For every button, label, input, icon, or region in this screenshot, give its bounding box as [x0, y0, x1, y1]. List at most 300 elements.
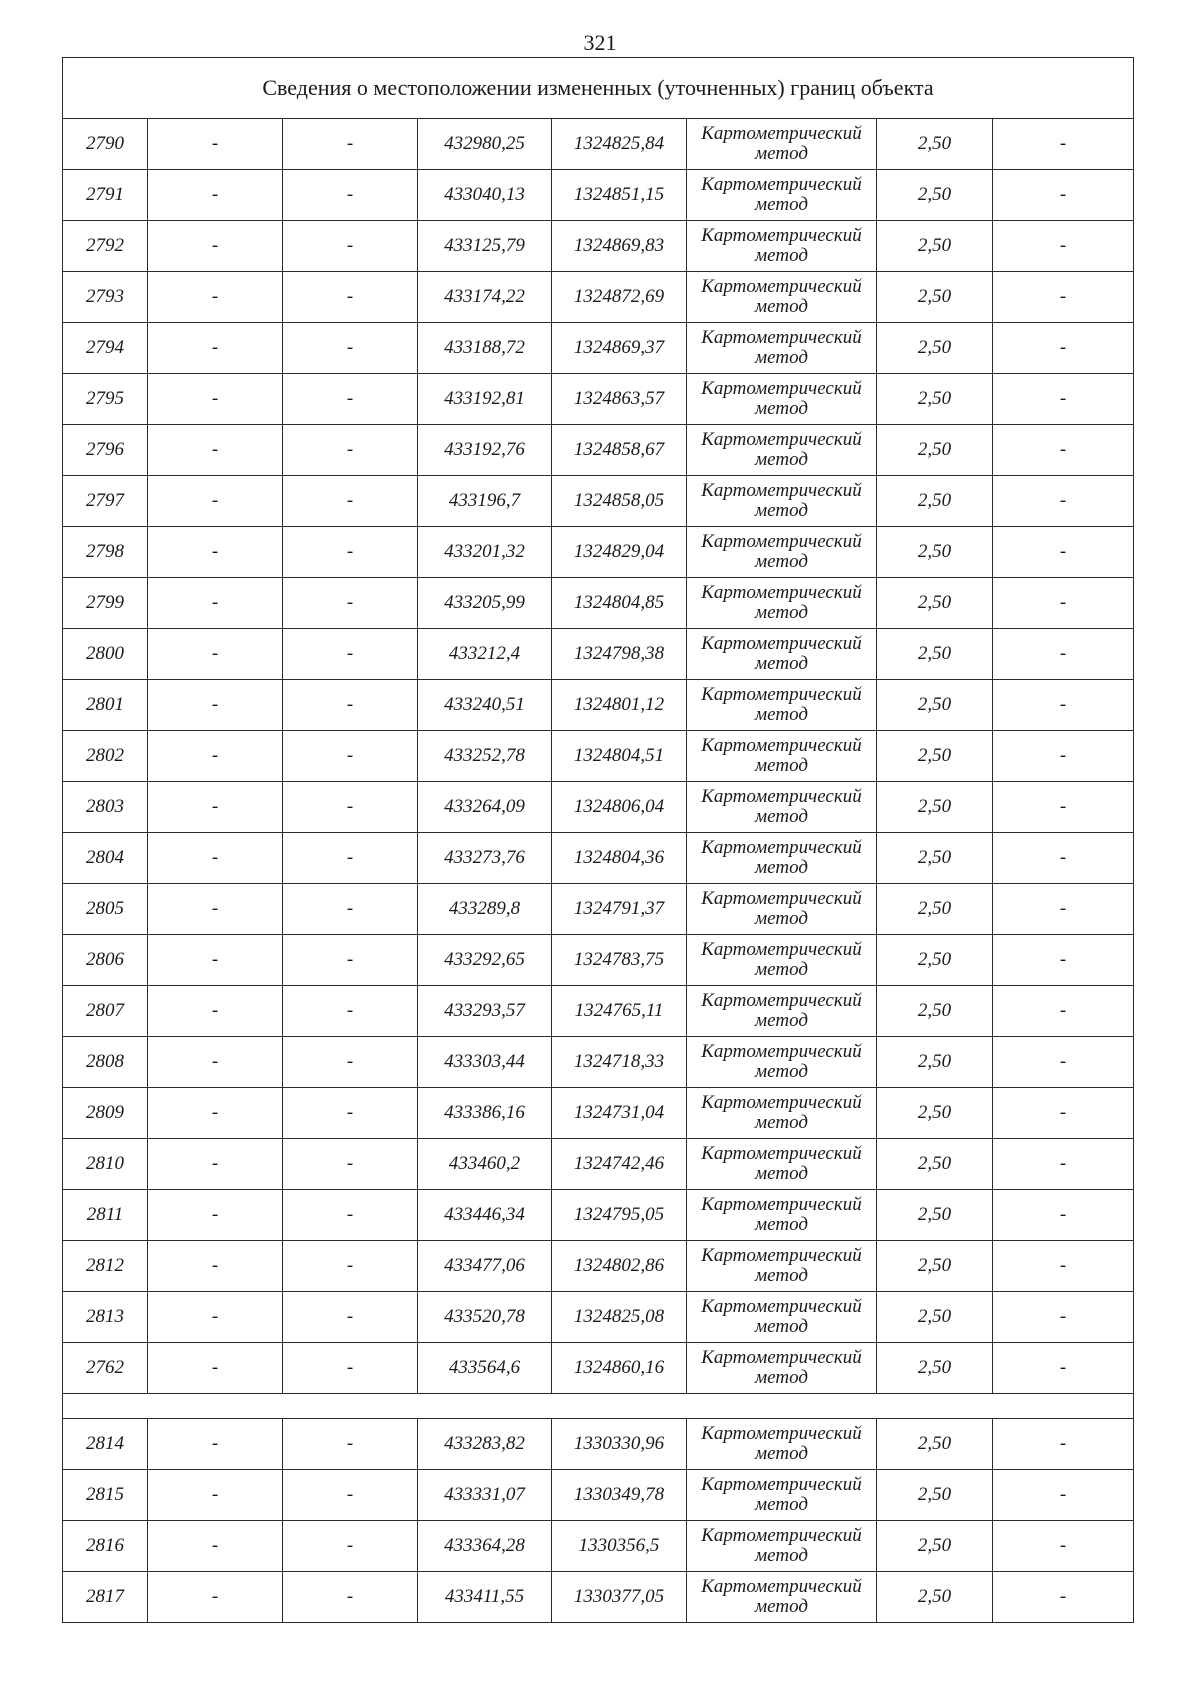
- old-y-cell: -: [283, 1037, 418, 1088]
- old-x-cell: -: [148, 1139, 283, 1190]
- note-cell: -: [993, 1088, 1134, 1139]
- note-cell: -: [993, 833, 1134, 884]
- point-number-cell: 2797: [63, 476, 148, 527]
- method-line-2: метод: [755, 959, 808, 980]
- note-cell: -: [993, 1521, 1134, 1572]
- method-cell: [687, 119, 877, 170]
- point-number-cell: 2798: [63, 527, 148, 578]
- y-coordinate-cell: 1324806,04: [552, 782, 687, 833]
- method-line-2: метод: [755, 143, 808, 164]
- method-cell: [687, 1139, 877, 1190]
- method-cell: [687, 986, 877, 1037]
- method-cell: [687, 272, 877, 323]
- point-number-cell: 2800: [63, 629, 148, 680]
- old-y-cell: -: [283, 1470, 418, 1521]
- y-coordinate-cell: 1324851,15: [552, 170, 687, 221]
- x-coordinate-cell: 432980,25: [418, 119, 552, 170]
- old-x-cell: -: [148, 578, 283, 629]
- accuracy-cell: 2,50: [877, 731, 993, 782]
- old-y-cell: -: [283, 119, 418, 170]
- method-cell: [687, 476, 877, 527]
- note-cell: -: [993, 680, 1134, 731]
- y-coordinate-cell: 1330356,5: [552, 1521, 687, 1572]
- method-cell: [687, 221, 877, 272]
- x-coordinate-cell: 433520,78: [418, 1292, 552, 1343]
- old-y-cell: -: [283, 782, 418, 833]
- table-row: [63, 833, 1134, 884]
- point-number-cell: 2807: [63, 986, 148, 1037]
- y-coordinate-cell: 1324872,69: [552, 272, 687, 323]
- method-line-1: Картометрический: [701, 429, 862, 450]
- method-line-2: метод: [755, 1494, 808, 1515]
- note-cell: -: [993, 935, 1134, 986]
- method-cell: [687, 527, 877, 578]
- contour-separator-row: [63, 1394, 1134, 1419]
- old-x-cell: -: [148, 833, 283, 884]
- method-line-2: метод: [755, 1112, 808, 1133]
- x-coordinate-cell: 433125,79: [418, 221, 552, 272]
- method-line-2: метод: [755, 653, 808, 674]
- note-cell: -: [993, 1572, 1134, 1623]
- y-coordinate-cell: 1324869,37: [552, 323, 687, 374]
- table-row: [63, 1190, 1134, 1241]
- x-coordinate-cell: 433212,4: [418, 629, 552, 680]
- x-coordinate-cell: 433477,06: [418, 1241, 552, 1292]
- boundary-coordinates-table: [62, 57, 1134, 1623]
- method-line-1: Картометрический: [701, 1041, 862, 1062]
- method-line-1: Картометрический: [701, 1423, 862, 1444]
- method-cell: [687, 782, 877, 833]
- method-cell: [687, 1190, 877, 1241]
- x-coordinate-cell: 433303,44: [418, 1037, 552, 1088]
- table-title: Сведения о местоположении измененных (уточненных) границ объекта: [63, 58, 1134, 119]
- accuracy-cell: 2,50: [877, 1139, 993, 1190]
- method-line-2: метод: [755, 449, 808, 470]
- method-line-2: метод: [755, 602, 808, 623]
- table-row: [63, 1292, 1134, 1343]
- old-y-cell: -: [283, 1343, 418, 1394]
- y-coordinate-cell: 1324801,12: [552, 680, 687, 731]
- point-number-cell: 2811: [63, 1190, 148, 1241]
- note-cell: -: [993, 1139, 1134, 1190]
- accuracy-cell: 2,50: [877, 986, 993, 1037]
- method-line-2: метод: [755, 857, 808, 878]
- accuracy-cell: 2,50: [877, 1037, 993, 1088]
- point-number-cell: 2795: [63, 374, 148, 425]
- method-line-2: метод: [755, 245, 808, 266]
- accuracy-cell: 2,50: [877, 782, 993, 833]
- method-line-1: Картометрический: [701, 327, 862, 348]
- note-cell: -: [993, 374, 1134, 425]
- note-cell: -: [993, 884, 1134, 935]
- method-line-1: Картометрический: [701, 939, 862, 960]
- y-coordinate-cell: 1324858,67: [552, 425, 687, 476]
- x-coordinate-cell: 433040,13: [418, 170, 552, 221]
- old-x-cell: -: [148, 1088, 283, 1139]
- x-coordinate-cell: 433174,22: [418, 272, 552, 323]
- accuracy-cell: 2,50: [877, 884, 993, 935]
- method-line-1: Картометрический: [701, 1525, 862, 1546]
- point-number-cell: 2803: [63, 782, 148, 833]
- method-line-1: Картометрический: [701, 786, 862, 807]
- old-y-cell: -: [283, 731, 418, 782]
- accuracy-cell: 2,50: [877, 1292, 993, 1343]
- old-x-cell: -: [148, 935, 283, 986]
- table-row: [63, 1241, 1134, 1292]
- old-y-cell: -: [283, 476, 418, 527]
- x-coordinate-cell: 433292,65: [418, 935, 552, 986]
- old-y-cell: -: [283, 1139, 418, 1190]
- table-row: [63, 1470, 1134, 1521]
- old-x-cell: -: [148, 731, 283, 782]
- old-x-cell: -: [148, 1241, 283, 1292]
- method-line-1: Картометрический: [701, 123, 862, 144]
- note-cell: -: [993, 986, 1134, 1037]
- old-y-cell: -: [283, 1419, 418, 1470]
- note-cell: -: [993, 1343, 1134, 1394]
- method-line-1: Картометрический: [701, 378, 862, 399]
- note-cell: -: [993, 476, 1134, 527]
- point-number-cell: 2814: [63, 1419, 148, 1470]
- contour-separator-cell: [63, 1394, 1134, 1419]
- y-coordinate-cell: 1330377,05: [552, 1572, 687, 1623]
- y-coordinate-cell: 1324742,46: [552, 1139, 687, 1190]
- old-y-cell: -: [283, 578, 418, 629]
- method-line-1: Картометрический: [701, 1143, 862, 1164]
- note-cell: -: [993, 221, 1134, 272]
- method-cell: [687, 731, 877, 782]
- point-number-cell: 2812: [63, 1241, 148, 1292]
- old-x-cell: -: [148, 1419, 283, 1470]
- old-x-cell: -: [148, 1190, 283, 1241]
- method-line-2: метод: [755, 500, 808, 521]
- accuracy-cell: 2,50: [877, 1241, 993, 1292]
- method-line-2: метод: [755, 551, 808, 572]
- method-line-2: метод: [755, 1265, 808, 1286]
- table-title-row: [63, 58, 1134, 119]
- note-cell: -: [993, 1470, 1134, 1521]
- table-row: [63, 170, 1134, 221]
- old-x-cell: -: [148, 119, 283, 170]
- accuracy-cell: 2,50: [877, 935, 993, 986]
- note-cell: -: [993, 170, 1134, 221]
- method-line-1: Картометрический: [701, 531, 862, 552]
- table-row: [63, 1139, 1134, 1190]
- x-coordinate-cell: 433386,16: [418, 1088, 552, 1139]
- method-cell: [687, 1037, 877, 1088]
- old-y-cell: -: [283, 1088, 418, 1139]
- method-line-2: метод: [755, 908, 808, 929]
- method-line-2: метод: [755, 704, 808, 725]
- y-coordinate-cell: 1330349,78: [552, 1470, 687, 1521]
- table-row: [63, 986, 1134, 1037]
- y-coordinate-cell: 1324829,04: [552, 527, 687, 578]
- point-number-cell: 2806: [63, 935, 148, 986]
- point-number-cell: 2817: [63, 1572, 148, 1623]
- table-row: [63, 1521, 1134, 1572]
- table-row: [63, 1419, 1134, 1470]
- y-coordinate-cell: 1324804,36: [552, 833, 687, 884]
- method-line-2: метод: [755, 806, 808, 827]
- old-y-cell: -: [283, 833, 418, 884]
- method-cell: [687, 1088, 877, 1139]
- method-line-1: Картометрический: [701, 888, 862, 909]
- table-row: [63, 425, 1134, 476]
- old-x-cell: -: [148, 680, 283, 731]
- method-line-1: Картометрический: [701, 735, 862, 756]
- table-row: [63, 1037, 1134, 1088]
- method-cell: [687, 1419, 877, 1470]
- table-row: [63, 323, 1134, 374]
- old-x-cell: -: [148, 527, 283, 578]
- method-line-1: Картометрический: [701, 1194, 862, 1215]
- x-coordinate-cell: 433289,8: [418, 884, 552, 935]
- table-row: [63, 119, 1134, 170]
- accuracy-cell: 2,50: [877, 1572, 993, 1623]
- y-coordinate-cell: 1324791,37: [552, 884, 687, 935]
- y-coordinate-cell: 1324783,75: [552, 935, 687, 986]
- method-cell: [687, 680, 877, 731]
- method-line-2: метод: [755, 398, 808, 419]
- table-row: [63, 578, 1134, 629]
- y-coordinate-cell: 1324869,83: [552, 221, 687, 272]
- method-line-1: Картометрический: [701, 990, 862, 1011]
- table-row: [63, 374, 1134, 425]
- x-coordinate-cell: 433188,72: [418, 323, 552, 374]
- old-y-cell: -: [283, 272, 418, 323]
- method-cell: [687, 1521, 877, 1572]
- x-coordinate-cell: 433205,99: [418, 578, 552, 629]
- table-row: [63, 221, 1134, 272]
- method-line-2: метод: [755, 1163, 808, 1184]
- old-y-cell: -: [283, 1241, 418, 1292]
- old-x-cell: -: [148, 1470, 283, 1521]
- method-line-2: метод: [755, 347, 808, 368]
- accuracy-cell: 2,50: [877, 119, 993, 170]
- method-cell: [687, 1572, 877, 1623]
- point-number-cell: 2762: [63, 1343, 148, 1394]
- point-number-cell: 2791: [63, 170, 148, 221]
- method-cell: [687, 884, 877, 935]
- old-x-cell: -: [148, 425, 283, 476]
- page-number: 321: [583, 30, 617, 55]
- x-coordinate-cell: 433460,2: [418, 1139, 552, 1190]
- old-x-cell: -: [148, 323, 283, 374]
- old-y-cell: -: [283, 1190, 418, 1241]
- note-cell: -: [993, 1037, 1134, 1088]
- old-y-cell: -: [283, 425, 418, 476]
- note-cell: -: [993, 629, 1134, 680]
- old-y-cell: -: [283, 527, 418, 578]
- point-number-cell: 2815: [63, 1470, 148, 1521]
- point-number-cell: 2816: [63, 1521, 148, 1572]
- note-cell: -: [993, 323, 1134, 374]
- accuracy-cell: 2,50: [877, 374, 993, 425]
- note-cell: -: [993, 425, 1134, 476]
- note-cell: -: [993, 1292, 1134, 1343]
- x-coordinate-cell: 433293,57: [418, 986, 552, 1037]
- table-row: [63, 782, 1134, 833]
- y-coordinate-cell: 1324804,51: [552, 731, 687, 782]
- point-number-cell: 2805: [63, 884, 148, 935]
- accuracy-cell: 2,50: [877, 680, 993, 731]
- method-cell: [687, 323, 877, 374]
- method-line-1: Картометрический: [701, 174, 862, 195]
- method-line-1: Картометрический: [701, 1296, 862, 1317]
- table-row: [63, 476, 1134, 527]
- point-number-cell: 2792: [63, 221, 148, 272]
- table-row: [63, 1572, 1134, 1623]
- table-row: [63, 731, 1134, 782]
- note-cell: -: [993, 272, 1134, 323]
- note-cell: -: [993, 578, 1134, 629]
- point-number-cell: 2790: [63, 119, 148, 170]
- old-x-cell: -: [148, 1572, 283, 1623]
- x-coordinate-cell: 433201,32: [418, 527, 552, 578]
- old-x-cell: -: [148, 1521, 283, 1572]
- old-y-cell: -: [283, 374, 418, 425]
- method-cell: [687, 1343, 877, 1394]
- x-coordinate-cell: 433364,28: [418, 1521, 552, 1572]
- method-line-2: метод: [755, 1061, 808, 1082]
- method-line-1: Картометрический: [701, 1245, 862, 1266]
- old-y-cell: -: [283, 884, 418, 935]
- old-y-cell: -: [283, 1572, 418, 1623]
- y-coordinate-cell: 1324858,05: [552, 476, 687, 527]
- old-y-cell: -: [283, 935, 418, 986]
- accuracy-cell: 2,50: [877, 629, 993, 680]
- point-number-cell: 2802: [63, 731, 148, 782]
- point-number-cell: 2796: [63, 425, 148, 476]
- accuracy-cell: 2,50: [877, 1190, 993, 1241]
- point-number-cell: 2810: [63, 1139, 148, 1190]
- accuracy-cell: 2,50: [877, 833, 993, 884]
- method-line-1: Картометрический: [701, 633, 862, 654]
- note-cell: -: [993, 782, 1134, 833]
- method-cell: [687, 374, 877, 425]
- accuracy-cell: 2,50: [877, 425, 993, 476]
- method-cell: [687, 578, 877, 629]
- point-number-cell: 2804: [63, 833, 148, 884]
- table-row: [63, 1343, 1134, 1394]
- point-number-cell: 2794: [63, 323, 148, 374]
- accuracy-cell: 2,50: [877, 1419, 993, 1470]
- x-coordinate-cell: 433446,34: [418, 1190, 552, 1241]
- point-number-cell: 2809: [63, 1088, 148, 1139]
- x-coordinate-cell: 433196,7: [418, 476, 552, 527]
- table-row: [63, 935, 1134, 986]
- point-number-cell: 2799: [63, 578, 148, 629]
- x-coordinate-cell: 433264,09: [418, 782, 552, 833]
- method-cell: [687, 629, 877, 680]
- y-coordinate-cell: 1324825,84: [552, 119, 687, 170]
- x-coordinate-cell: 433252,78: [418, 731, 552, 782]
- method-line-2: метод: [755, 1367, 808, 1388]
- accuracy-cell: 2,50: [877, 1521, 993, 1572]
- method-cell: [687, 935, 877, 986]
- method-cell: [687, 170, 877, 221]
- table-row: [63, 884, 1134, 935]
- accuracy-cell: 2,50: [877, 578, 993, 629]
- method-line-2: метод: [755, 1214, 808, 1235]
- method-line-1: Картометрический: [701, 1347, 862, 1368]
- old-x-cell: -: [148, 1037, 283, 1088]
- x-coordinate-cell: 433240,51: [418, 680, 552, 731]
- method-line-2: метод: [755, 1443, 808, 1464]
- y-coordinate-cell: 1324825,08: [552, 1292, 687, 1343]
- method-line-2: метод: [755, 296, 808, 317]
- old-y-cell: -: [283, 680, 418, 731]
- accuracy-cell: 2,50: [877, 323, 993, 374]
- old-y-cell: -: [283, 629, 418, 680]
- old-x-cell: -: [148, 476, 283, 527]
- method-line-2: метод: [755, 194, 808, 215]
- x-coordinate-cell: 433192,81: [418, 374, 552, 425]
- x-coordinate-cell: 433283,82: [418, 1419, 552, 1470]
- accuracy-cell: 2,50: [877, 1343, 993, 1394]
- accuracy-cell: 2,50: [877, 1470, 993, 1521]
- x-coordinate-cell: 433564,6: [418, 1343, 552, 1394]
- y-coordinate-cell: 1324863,57: [552, 374, 687, 425]
- old-x-cell: -: [148, 272, 283, 323]
- old-x-cell: -: [148, 374, 283, 425]
- method-line-1: Картометрический: [701, 480, 862, 501]
- method-line-1: Картометрический: [701, 837, 862, 858]
- old-x-cell: -: [148, 884, 283, 935]
- method-cell: [687, 1292, 877, 1343]
- method-cell: [687, 833, 877, 884]
- method-cell: [687, 425, 877, 476]
- old-x-cell: -: [148, 1343, 283, 1394]
- old-x-cell: -: [148, 782, 283, 833]
- y-coordinate-cell: 1324798,38: [552, 629, 687, 680]
- accuracy-cell: 2,50: [877, 272, 993, 323]
- old-y-cell: -: [283, 221, 418, 272]
- old-x-cell: -: [148, 170, 283, 221]
- method-line-2: метод: [755, 1010, 808, 1031]
- method-cell: [687, 1470, 877, 1521]
- x-coordinate-cell: 433192,76: [418, 425, 552, 476]
- note-cell: -: [993, 119, 1134, 170]
- y-coordinate-cell: 1324860,16: [552, 1343, 687, 1394]
- note-cell: -: [993, 1241, 1134, 1292]
- method-line-1: Картометрический: [701, 1474, 862, 1495]
- method-line-2: метод: [755, 1316, 808, 1337]
- old-y-cell: -: [283, 986, 418, 1037]
- old-y-cell: -: [283, 1292, 418, 1343]
- note-cell: -: [993, 1190, 1134, 1241]
- table-row: [63, 272, 1134, 323]
- old-y-cell: -: [283, 1521, 418, 1572]
- y-coordinate-cell: 1324765,11: [552, 986, 687, 1037]
- method-cell: [687, 1241, 877, 1292]
- method-line-1: Картометрический: [701, 582, 862, 603]
- method-line-2: метод: [755, 755, 808, 776]
- accuracy-cell: 2,50: [877, 221, 993, 272]
- old-x-cell: -: [148, 1292, 283, 1343]
- table-row: [63, 1088, 1134, 1139]
- table-row: [63, 629, 1134, 680]
- table-row: [63, 527, 1134, 578]
- method-line-2: метод: [755, 1596, 808, 1617]
- method-line-2: метод: [755, 1545, 808, 1566]
- old-x-cell: -: [148, 986, 283, 1037]
- note-cell: -: [993, 527, 1134, 578]
- y-coordinate-cell: 1324718,33: [552, 1037, 687, 1088]
- y-coordinate-cell: 1324804,85: [552, 578, 687, 629]
- note-cell: -: [993, 1419, 1134, 1470]
- point-number-cell: 2801: [63, 680, 148, 731]
